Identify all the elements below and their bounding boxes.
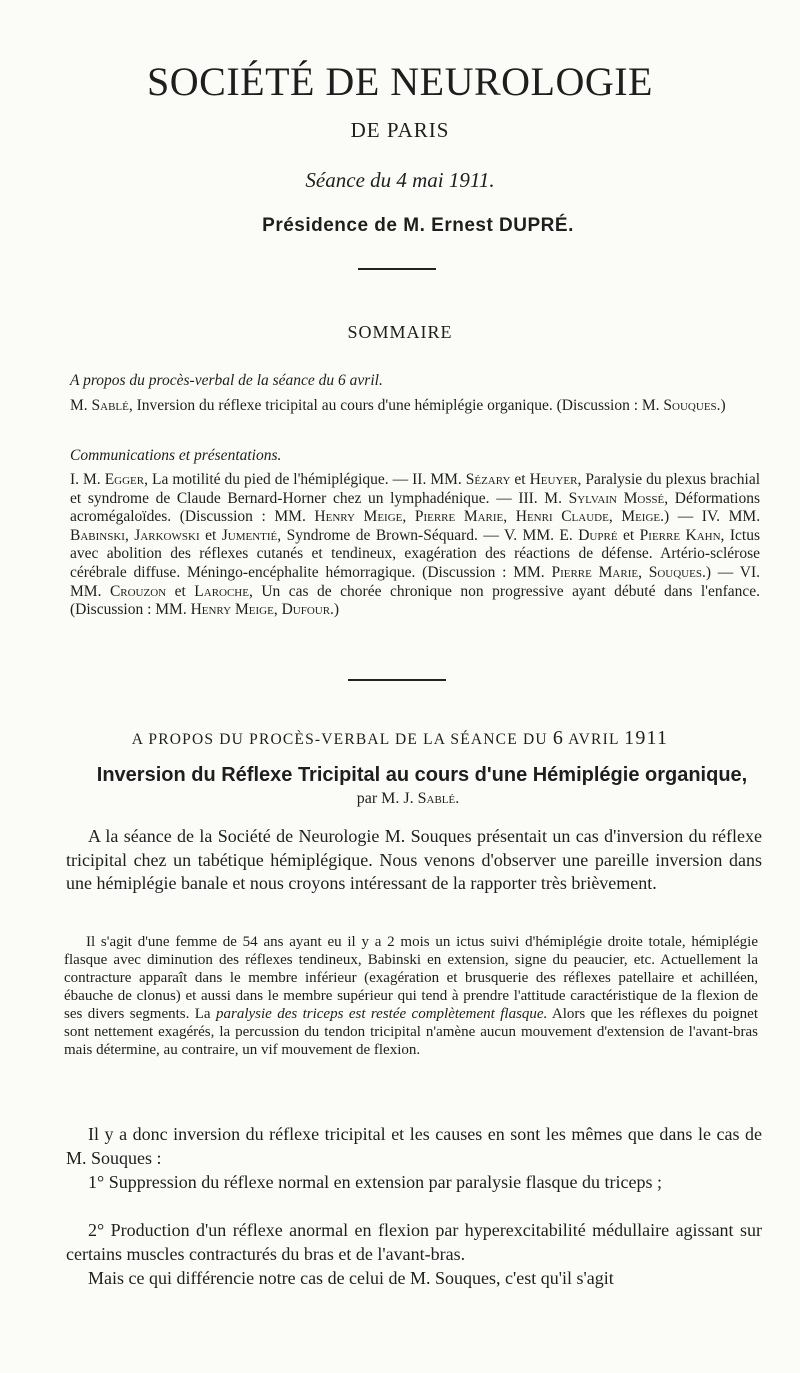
entry-text: et — [617, 526, 640, 544]
section-heading-text: A PROPOS DU PROCÈS-VERBAL DE LA SÉANCE DU — [131, 731, 548, 748]
byline-end: . — [455, 790, 460, 807]
case-emphasis: paralysie des triceps est restée complètement flasque. — [215, 1006, 548, 1022]
author-name: Sablé — [417, 790, 456, 807]
author-name: Meige — [621, 508, 661, 526]
entry-text: .) — VI. MM. — [70, 563, 761, 600]
case-paragraph — [64, 933, 758, 1059]
entry-text: .) — [716, 397, 726, 414]
divider-rule — [358, 268, 436, 270]
sommaire-sable-entry — [70, 396, 760, 415]
author-name: Crouzon — [109, 582, 167, 600]
entry-text: , — [608, 508, 622, 526]
page-subtitle: DE PARIS — [350, 118, 450, 142]
entry-text: , La motilité du pied de l'hémiplégique. — II. MM. — [144, 471, 466, 488]
author-name: Henry Meige — [314, 508, 403, 526]
entry-text: et — [510, 471, 530, 488]
author-name: Henry Meige — [190, 601, 274, 619]
author-name: Sylvain Mossé — [568, 489, 665, 507]
entry-text: , Un cas de chorée chronique non progressive ayant débuté dans l'enfance. (Discussion : MM. — [70, 582, 761, 619]
author-name: Pierre Marie — [551, 563, 639, 581]
author-name: Jumentié — [221, 526, 278, 544]
author-name: Pierre Kahn — [639, 526, 721, 544]
author-name: Egger — [104, 471, 145, 488]
byline-prefix: par M. J. — [356, 790, 418, 807]
section-day: 6 — [552, 727, 565, 749]
body-paragraph: 1° Suppression du réflexe normal en extension par paralysie flasque du triceps ; — [88, 1172, 663, 1192]
author-name: Laroche — [194, 582, 249, 600]
body-paragraph: Mais ce qui différencie notre cas de celui de M. Souques, c'est qu'il s'agit — [88, 1268, 614, 1288]
entry-text: , — [402, 508, 415, 526]
author-name: Pierre Marie — [414, 508, 504, 526]
entry-text: .) — [330, 601, 340, 619]
body-paragraph: A la séance de la Société de Neurologie M. Souques présentait un cas d'inversion du réflexe tricipital chez un tabétique hémiplégique. Nous venons d'observer une pareille inversion dans une hémiplégie banale et nous croyons intéressant de la rapporter très brièvement. — [66, 826, 762, 893]
section-heading — [0, 727, 800, 750]
entry-text: , Déformations acromégaloïdes. (Discussion : MM. — [70, 489, 761, 526]
author-name: Dufour — [281, 601, 331, 619]
divider-rule — [348, 679, 446, 681]
entry-text: et — [199, 526, 222, 544]
body-paragraph: Il y a donc inversion du réflexe tricipital et les causes en sont les mêmes que dans le cas de M. Souques : — [66, 1124, 762, 1168]
communications-list — [70, 471, 760, 620]
author-name: Sézary — [465, 471, 511, 488]
author-name: M. Sablé — [70, 397, 129, 414]
article-byline — [0, 790, 800, 808]
page-title: SOCIÉTÉ DE NEUROLOGIE — [147, 59, 653, 104]
entry-text: I. M. — [70, 471, 105, 488]
case-text: Il s'agit d'une femme de 54 ans ayant eu il y a 2 mois un ictus suivi d'hémiplégie droite totale, hémiplégie flasque avec diminution des réflexes tendineux, Babinski en extension, signe du peaucier, etc. Actuellement la contracture apparaît dans le membre inférieur (exagération et brusquerie des réflexes patellaire et achilléen, ébauche de clonus) et aussi dans le membre supérieur qui tend à prendre l'attitude caractéristique de la flexion de ses divers segments. La — [64, 934, 758, 1022]
author-name: Souques — [648, 563, 702, 581]
sommaire-heading: SOMMAIRE — [347, 322, 453, 342]
entry-text: , Syndrome de Brown-Séquard. — V. MM. E. — [277, 526, 579, 544]
author-name: Souques — [663, 397, 717, 414]
entry-text: , — [503, 508, 516, 526]
entry-text: , Inversion du réflexe tricipital au cours d'une hémiplégie organique. (Discussion : M. — [128, 397, 664, 414]
entry-text: , — [273, 601, 282, 619]
author-name: Dupré — [578, 526, 618, 544]
entry-text: , — [638, 563, 649, 581]
body-paragraph: 2° Production d'un réflexe anormal en flexion par hyperexcitabilité médullaire agissant sur certains muscles contracturés du bras et de l'avant-bras. — [66, 1220, 762, 1264]
case-text: Alors que les réflexes du poignet sont nettement exagérés, la percussion du tendon tricipital n'amène aucun mouvement d'extension de l'avant-bras mais détermine, au contraire, un vif mouvement de flexion. — [64, 1006, 758, 1058]
presidence-line: Présidence de M. Ernest DUPRÉ. — [262, 215, 574, 236]
section-year: 1911 — [624, 727, 669, 749]
author-name: Jarkowski — [134, 526, 200, 544]
sommaire-apropos: A propos du procès-verbal de la séance du 6 avril. — [70, 372, 383, 389]
author-name: Henri Claude — [515, 508, 609, 526]
author-name: Babinski — [70, 526, 125, 544]
entry-text: , Ictus avec abolition des réflexes cutanés et tendineux, exagération des réactions de défense. Artério-sclérose cérébrale diffuse. Méningo-encéphalite hémorragique. (Discussion : MM. — [70, 526, 761, 581]
communications-heading: Communications et présentations. — [70, 447, 282, 464]
entry-text: et — [166, 582, 195, 600]
author-name: Heuyer — [529, 471, 578, 488]
entry-text: , — [124, 526, 135, 544]
seance-date: Séance du 4 mai 1911. — [305, 168, 495, 192]
article-title: Inversion du Réflexe Tricipital au cours d'une Hémiplégie organique, — [96, 764, 748, 786]
entry-text: .) — IV. MM. — [660, 508, 761, 526]
entry-text: , Paralysie du plexus brachial et syndrome de Claude Bernard-Horner chez un lymphadénique. — III. M. — [70, 471, 761, 507]
section-month: AVRIL — [568, 731, 620, 748]
